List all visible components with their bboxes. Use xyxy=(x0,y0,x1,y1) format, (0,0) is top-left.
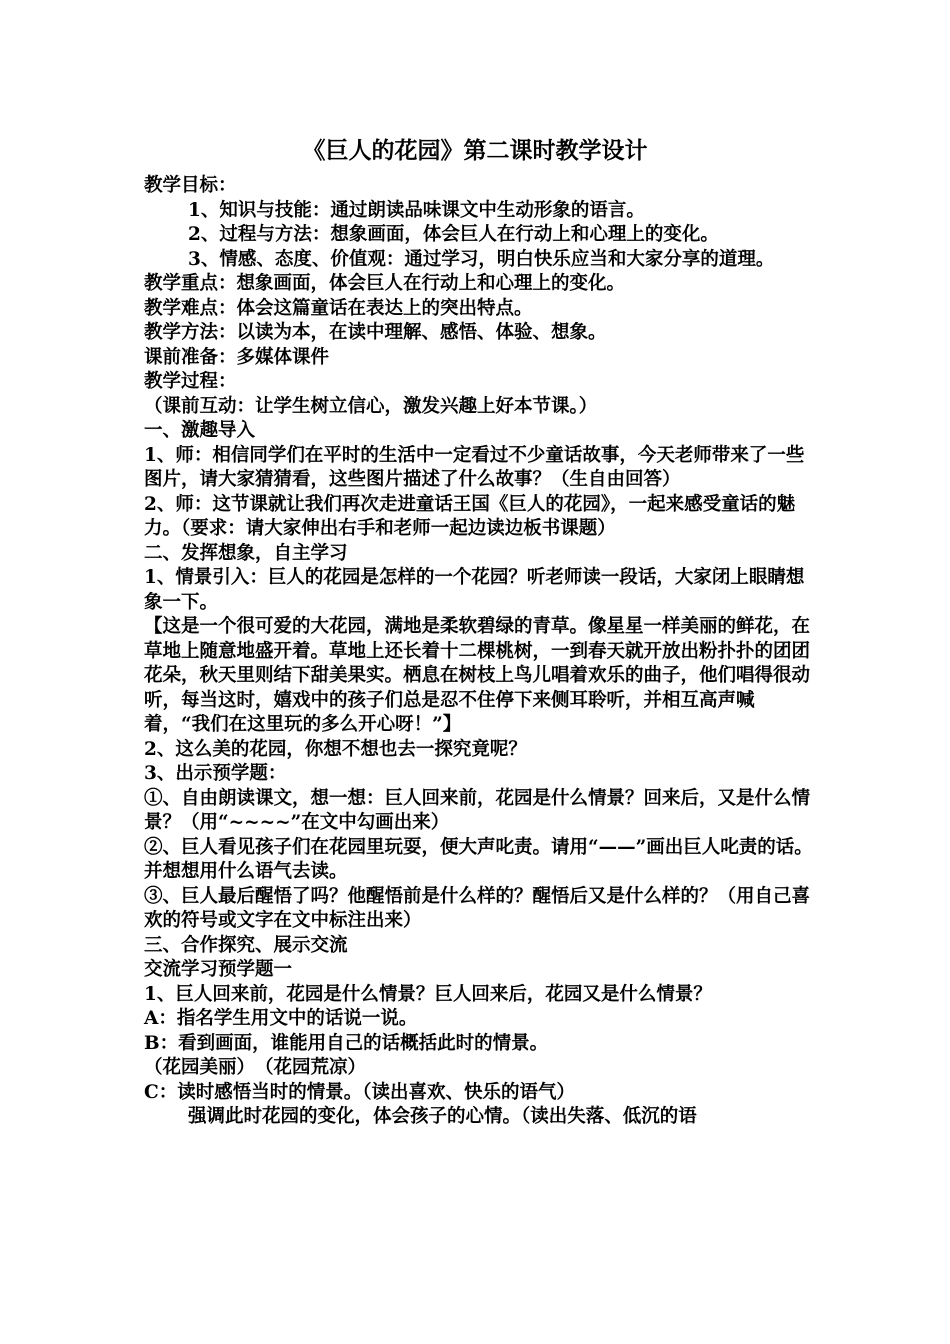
paragraph: 1、师：相信同学们在平时的生活中一定看过不少童话故事，今天老师带来了一些图片，请大家猜猜看，这些图片描述了什么故事？（生自由回答） xyxy=(144,444,805,490)
paragraph: 教学目标： xyxy=(144,175,237,196)
paragraph: 一、激趣导入 xyxy=(144,420,256,441)
paragraph: B：看到画面，谁能用自己的话概括此时的情景。 xyxy=(144,1032,549,1054)
paragraph: 3、出示预学题： xyxy=(144,763,287,784)
paragraph: A：指名学生用文中的话说一说。 xyxy=(144,1008,418,1029)
paragraph: 教学重点：想象画面，体会巨人在行动上和心理上的变化。 xyxy=(144,273,626,294)
paragraph: ①、自由朗读课文，想一想：巨人回来前，花园是什么情景？回来后，又是什么情景？（用“~~~~”在文中勾画出来） xyxy=(144,787,811,833)
paragraph: 课前准备：多媒体课件 xyxy=(144,346,330,368)
paragraph: 1、巨人回来前，花园是什么情景？巨人回来后，花园又是什么情景？ xyxy=(144,983,712,1005)
paragraph: 【这是一个很可爱的大花园，满地是柔软碧绿的青草。像星星一样美丽的鲜花，在草地上随意地盛开着。草地上还长着十二棵桃树，一到春天就开放出粉扑扑的团团花朵，秋天里则结下甜美果实。栖息在树枝上鸟儿唱着欢乐的曲子，他们唱得很动听，每当这时，嬉戏中的孩子们总是忍不住停下来侧耳聆听，并相互高声喊着，“我们在这里玩的多么开心呀！”】 xyxy=(144,616,811,735)
paragraph: 二、发挥想象，自主学习 xyxy=(144,542,348,564)
paragraph: 强调此时花园的变化，体会孩子的心情。（读出失落、低沉的语 xyxy=(188,1106,697,1127)
paragraph: （花园美丽） （花园荒凉） xyxy=(144,1057,367,1078)
paragraph: 教学过程： xyxy=(144,371,237,392)
document-title: 《巨人的花园》第二课时教学设计 xyxy=(302,137,648,164)
paragraph: ③、巨人最后醒悟了吗？他醒悟前是什么样的？醒悟后又是什么样的？（用自己喜欢的符号或文字在文中标注出来） xyxy=(144,885,811,931)
paragraph: 1、情景引入：巨人的花园是怎样的一个花园？听老师读一段话，大家闭上眼睛想象一下。 xyxy=(144,567,805,613)
paragraph: 2、过程与方法：想象画面，体会巨人在行动上和心理上的变化。 xyxy=(188,224,719,245)
paragraph: 3、情感、态度、价值观：通过学习，明白快乐应当和大家分享的道理。 xyxy=(188,248,775,270)
document-body xyxy=(144,174,816,1130)
paragraph: 教学难点：体会这篇童话在表达上的突出特点。 xyxy=(144,297,533,319)
paragraph: 1、知识与技能：通过朗读品味课文中生动形象的语言。 xyxy=(188,199,645,221)
paragraph: 交流学习预学题一 xyxy=(144,959,293,980)
paragraph: ②、巨人看见孩子们在花园里玩耍，便大声叱责。请用“——”画出巨人叱责的话。并想想用什么语气去读。 xyxy=(144,836,813,882)
paragraph: 三、合作探究、展示交流 xyxy=(144,934,348,956)
paragraph: （课前互动：让学生树立信心，激发兴趣上好本节课。） xyxy=(144,395,598,417)
paragraph: 2、这么美的花园，你想不想也去一探究竟呢？ xyxy=(144,738,527,760)
paragraph: C：读时感悟当时的情景。（读出喜欢、快乐的语气） xyxy=(144,1081,575,1103)
paragraph: 教学方法：以读为本，在读中理解、感悟、体验、想象。 xyxy=(144,322,607,343)
paragraph: 2、师：这节课就让我们再次走进童话王国《巨人的花园》，一起来感受童话的魅力。（要求：请大家伸出右手和老师一起边读边板书课题） xyxy=(144,493,796,539)
